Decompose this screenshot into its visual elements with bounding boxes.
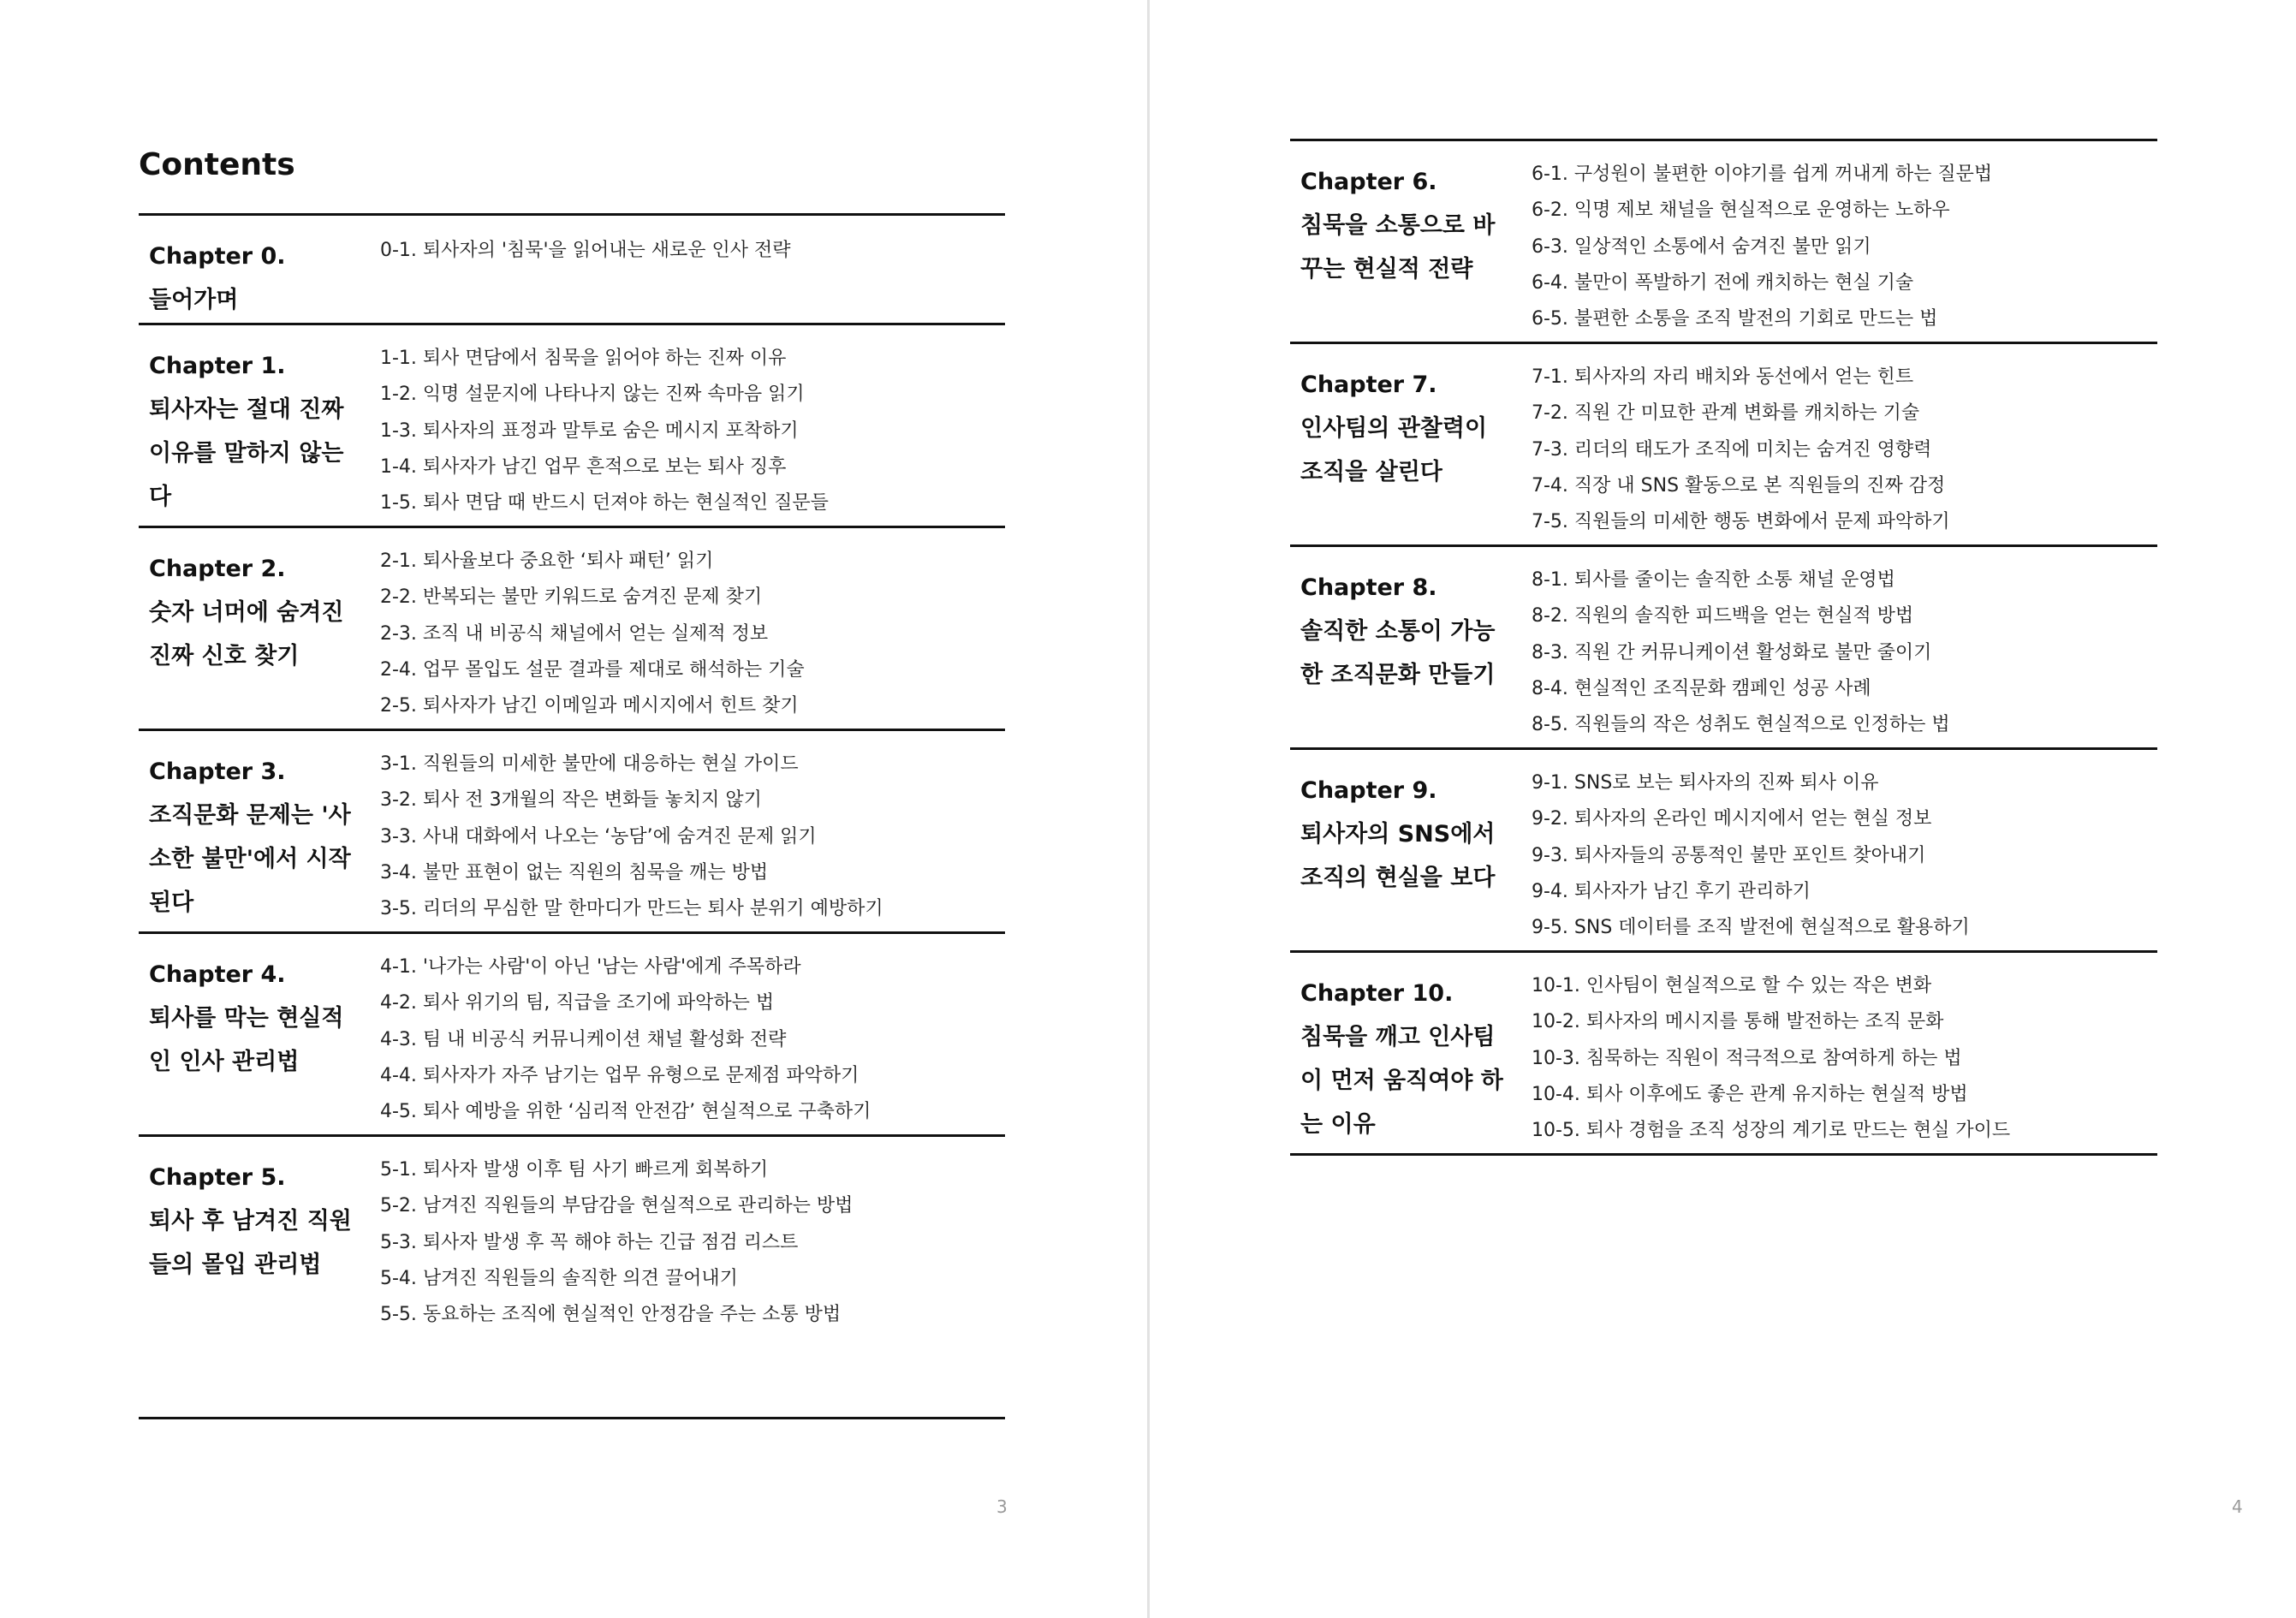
chapter-heading bbox=[139, 934, 380, 1134]
section-item: 6-3. 일상적인 소통에서 숨겨진 불만 읽기 bbox=[1532, 235, 1871, 258]
section-item: 6-2. 익명 제보 채널을 현실적으로 운영하는 노하우 bbox=[1532, 199, 1950, 222]
section-item: 10-1. 인사팀이 현실적으로 할 수 있는 작은 변화 bbox=[1532, 975, 1932, 996]
chapter-heading bbox=[139, 528, 380, 729]
chapter-heading bbox=[1290, 953, 1532, 1153]
chapter-row bbox=[1290, 141, 2157, 344]
section-list bbox=[380, 934, 1005, 1134]
section-item: 5-4. 남겨진 직원들의 솔직한 의견 끌어내기 bbox=[380, 1267, 738, 1289]
section-item: 8-5. 직원들의 작은 성취도 현실적으로 인정하는 법 bbox=[1532, 714, 1950, 736]
section-item: 7-4. 직장 내 SNS 활동으로 본 직원들의 진짜 감정 bbox=[1532, 474, 1946, 497]
chapter-number: Chapter 3. bbox=[149, 758, 286, 785]
section-item: 6-5. 불편한 소통을 조직 발전의 기회로 만드는 법 bbox=[1532, 308, 1938, 330]
section-item: 4-1. '나가는 사람'이 아닌 '남는 사람'에게 주목하라 bbox=[380, 956, 801, 978]
section-item: 1-5. 퇴사 면담 때 반드시 던져야 하는 현실적인 질문들 bbox=[380, 492, 829, 515]
chapter-title: 퇴사자의 SNS에서 조직의 현실을 보다 bbox=[1300, 821, 1496, 891]
section-item: 1-3. 퇴사자의 표정과 말투로 숨은 메시지 포착하기 bbox=[380, 419, 799, 442]
section-item: 3-5. 리더의 무심한 말 한마디가 만드는 퇴사 분위기 예방하기 bbox=[380, 898, 883, 920]
section-item: 6-4. 불만이 폭발하기 전에 캐치하는 현실 기술 bbox=[1532, 271, 1914, 294]
chapter-number: Chapter 7. bbox=[1300, 372, 1437, 398]
section-item: 3-1. 직원들의 미세한 불만에 대응하는 현실 가이드 bbox=[380, 753, 799, 775]
page-number: 4 bbox=[2232, 1496, 2243, 1517]
toc-table-right bbox=[1290, 139, 2157, 1156]
chapter-heading bbox=[1290, 547, 1532, 747]
section-list bbox=[380, 528, 1005, 729]
section-list bbox=[380, 325, 1005, 526]
section-item: 6-1. 구성원이 불편한 이야기를 쉽게 꺼내게 하는 질문법 bbox=[1532, 164, 1993, 185]
section-item: 5-5. 동요하는 조직에 현실적인 안정감을 주는 소통 방법 bbox=[380, 1304, 842, 1326]
section-item: 3-4. 불만 표현이 없는 직원의 침묵을 깨는 방법 bbox=[380, 861, 769, 883]
section-item: 7-3. 리더의 태도가 조직에 미치는 숨겨진 영향력 bbox=[1532, 438, 1932, 461]
section-list bbox=[1532, 547, 2157, 747]
chapter-title: 들어가며 bbox=[149, 287, 239, 313]
chapter-title: 인사팀의 관찰력이 조직을 살린다 bbox=[1300, 415, 1488, 485]
chapter-title: 퇴사 후 남겨진 직원들의 몰입 관리법 bbox=[149, 1208, 352, 1278]
chapter-row bbox=[1290, 547, 2157, 750]
section-item: 3-2. 퇴사 전 3개월의 작은 변화들 놓치지 않기 bbox=[380, 789, 762, 812]
section-item: 8-4. 현실적인 조직문화 캠페인 성공 사례 bbox=[1532, 677, 1871, 699]
chapter-number: Chapter 1. bbox=[149, 353, 286, 379]
section-list bbox=[380, 731, 1005, 931]
chapter-number: Chapter 10. bbox=[1300, 980, 1454, 1007]
section-item: 2-4. 업무 몰입도 설문 결과를 제대로 해석하는 기술 bbox=[380, 658, 805, 681]
section-item: 2-5. 퇴사자가 남긴 이메일과 메시지에서 힌트 찾기 bbox=[380, 695, 799, 717]
section-item: 4-4. 퇴사자가 자주 남기는 업무 유형으로 문제점 파악하기 bbox=[380, 1064, 860, 1086]
section-list bbox=[380, 216, 1005, 323]
chapter-number: Chapter 5. bbox=[149, 1164, 286, 1191]
section-item: 8-3. 직원 간 커뮤니케이션 활성화로 불만 줄이기 bbox=[1532, 641, 1932, 663]
section-item: 8-1. 퇴사를 줄이는 솔직한 소통 채널 운영법 bbox=[1532, 569, 1895, 591]
section-item: 3-3. 사내 대화에서 나오는 ‘농담’에 숨겨진 문제 읽기 bbox=[380, 825, 817, 848]
chapter-row bbox=[139, 216, 1005, 325]
chapter-number: Chapter 4. bbox=[149, 961, 286, 988]
chapter-row bbox=[139, 1137, 1005, 1419]
chapter-heading bbox=[139, 325, 380, 526]
section-item: 5-3. 퇴사자 발생 후 꼭 해야 하는 긴급 점검 리스트 bbox=[380, 1231, 799, 1253]
section-item: 9-4. 퇴사자가 남긴 후기 관리하기 bbox=[1532, 880, 1811, 902]
section-item: 4-5. 퇴사 예방을 위한 ‘심리적 안전감’ 현실적으로 구축하기 bbox=[380, 1101, 871, 1123]
section-item: 7-1. 퇴사자의 자리 배치와 동선에서 얻는 힌트 bbox=[1532, 366, 1914, 388]
section-item: 8-2. 직원의 솔직한 피드백을 얻는 현실적 방법 bbox=[1532, 605, 1914, 628]
chapter-title: 솔직한 소통이 가능한 조직문화 만들기 bbox=[1300, 618, 1496, 688]
section-item: 10-3. 침묵하는 직원이 적극적으로 참여하게 하는 법 bbox=[1532, 1047, 1962, 1069]
chapter-title: 침묵을 소통으로 바꾸는 현실적 전략 bbox=[1300, 212, 1496, 283]
toc-table-left bbox=[139, 213, 1005, 1419]
chapter-heading bbox=[1290, 141, 1532, 342]
section-list bbox=[1532, 141, 2157, 342]
section-item: 0-1. 퇴사자의 '침묵'을 읽어내는 새로운 인사 전략 bbox=[380, 240, 791, 261]
chapter-heading bbox=[139, 216, 380, 323]
section-list bbox=[380, 1137, 1005, 1417]
left-page bbox=[0, 0, 1147, 1618]
chapter-heading bbox=[1290, 344, 1532, 544]
section-item: 10-2. 퇴사자의 메시지를 통해 발전하는 조직 문화 bbox=[1532, 1011, 1944, 1033]
chapter-number: Chapter 6. bbox=[1300, 169, 1437, 195]
chapter-title: 조직문화 문제는 '사소한 불만'에서 시작된다 bbox=[149, 802, 351, 916]
section-item: 1-4. 퇴사자가 남긴 업무 흔적으로 보는 퇴사 징후 bbox=[380, 455, 787, 478]
section-item: 2-2. 반복되는 불만 키워드로 숨겨진 문제 찾기 bbox=[380, 586, 763, 609]
section-item: 10-5. 퇴사 경험을 조직 성장의 계기로 만드는 현실 가이드 bbox=[1532, 1120, 2011, 1142]
chapter-row bbox=[139, 528, 1005, 731]
section-list bbox=[1532, 953, 2157, 1153]
section-item: 4-2. 퇴사 위기의 팀, 직급을 조기에 파악하는 법 bbox=[380, 992, 775, 1014]
chapter-heading bbox=[139, 1137, 380, 1417]
page-number: 3 bbox=[996, 1496, 1008, 1517]
chapter-row bbox=[1290, 344, 2157, 547]
chapter-row bbox=[1290, 750, 2157, 953]
chapter-title: 퇴사자는 절대 진짜 이유를 말하지 않는다 bbox=[149, 396, 344, 510]
section-item: 9-5. SNS 데이터를 조직 발전에 현실적으로 활용하기 bbox=[1532, 917, 1970, 939]
section-item: 9-3. 퇴사자들의 공통적인 불만 포인트 찾아내기 bbox=[1532, 844, 1926, 866]
section-item: 5-2. 남겨진 직원들의 부담감을 현실적으로 관리하는 방법 bbox=[380, 1195, 854, 1217]
chapter-heading bbox=[1290, 750, 1532, 950]
contents-heading: Contents bbox=[139, 147, 295, 182]
chapter-row bbox=[139, 934, 1005, 1137]
right-page bbox=[1150, 0, 2296, 1618]
chapter-number: Chapter 2. bbox=[149, 556, 286, 582]
section-item: 1-2. 익명 설문지에 나타나지 않는 진짜 속마음 읽기 bbox=[380, 384, 805, 406]
chapter-row bbox=[139, 325, 1005, 528]
section-item: 2-1. 퇴사율보다 중요한 ‘퇴사 패턴’ 읽기 bbox=[380, 550, 714, 572]
chapter-row bbox=[1290, 953, 2157, 1156]
chapter-heading bbox=[139, 731, 380, 931]
section-list bbox=[1532, 344, 2157, 544]
chapter-number: Chapter 0. bbox=[149, 243, 286, 270]
chapter-title: 숫자 너머에 숨겨진 진짜 신호 찾기 bbox=[149, 599, 344, 669]
section-item: 10-4. 퇴사 이후에도 좋은 관계 유지하는 현실적 방법 bbox=[1532, 1083, 1968, 1105]
section-item: 9-1. SNS로 보는 퇴사자의 진짜 퇴사 이유 bbox=[1532, 772, 1879, 794]
section-list bbox=[1532, 750, 2157, 950]
chapter-row bbox=[139, 731, 1005, 934]
section-item: 9-2. 퇴사자의 온라인 메시지에서 얻는 현실 정보 bbox=[1532, 808, 1932, 830]
section-item: 1-1. 퇴사 면담에서 침묵을 읽어야 하는 진짜 이유 bbox=[380, 348, 787, 369]
section-item: 7-2. 직원 간 미묘한 관계 변화를 캐치하는 기술 bbox=[1532, 402, 1920, 425]
section-item: 4-3. 팀 내 비공식 커뮤니케이션 채널 활성화 전략 bbox=[380, 1028, 787, 1050]
section-item: 5-1. 퇴사자 발생 이후 팀 사기 빠르게 회복하기 bbox=[380, 1159, 769, 1181]
section-item: 2-3. 조직 내 비공식 채널에서 얻는 실제적 정보 bbox=[380, 622, 769, 645]
chapter-title: 퇴사를 막는 현실적인 인사 관리법 bbox=[149, 1005, 344, 1075]
section-item: 7-5. 직원들의 미세한 행동 변화에서 문제 파악하기 bbox=[1532, 511, 1950, 533]
chapter-number: Chapter 8. bbox=[1300, 574, 1437, 601]
chapter-title: 침묵을 깨고 인사팀이 먼저 움직여야 하는 이유 bbox=[1300, 1024, 1503, 1138]
chapter-number: Chapter 9. bbox=[1300, 777, 1437, 804]
